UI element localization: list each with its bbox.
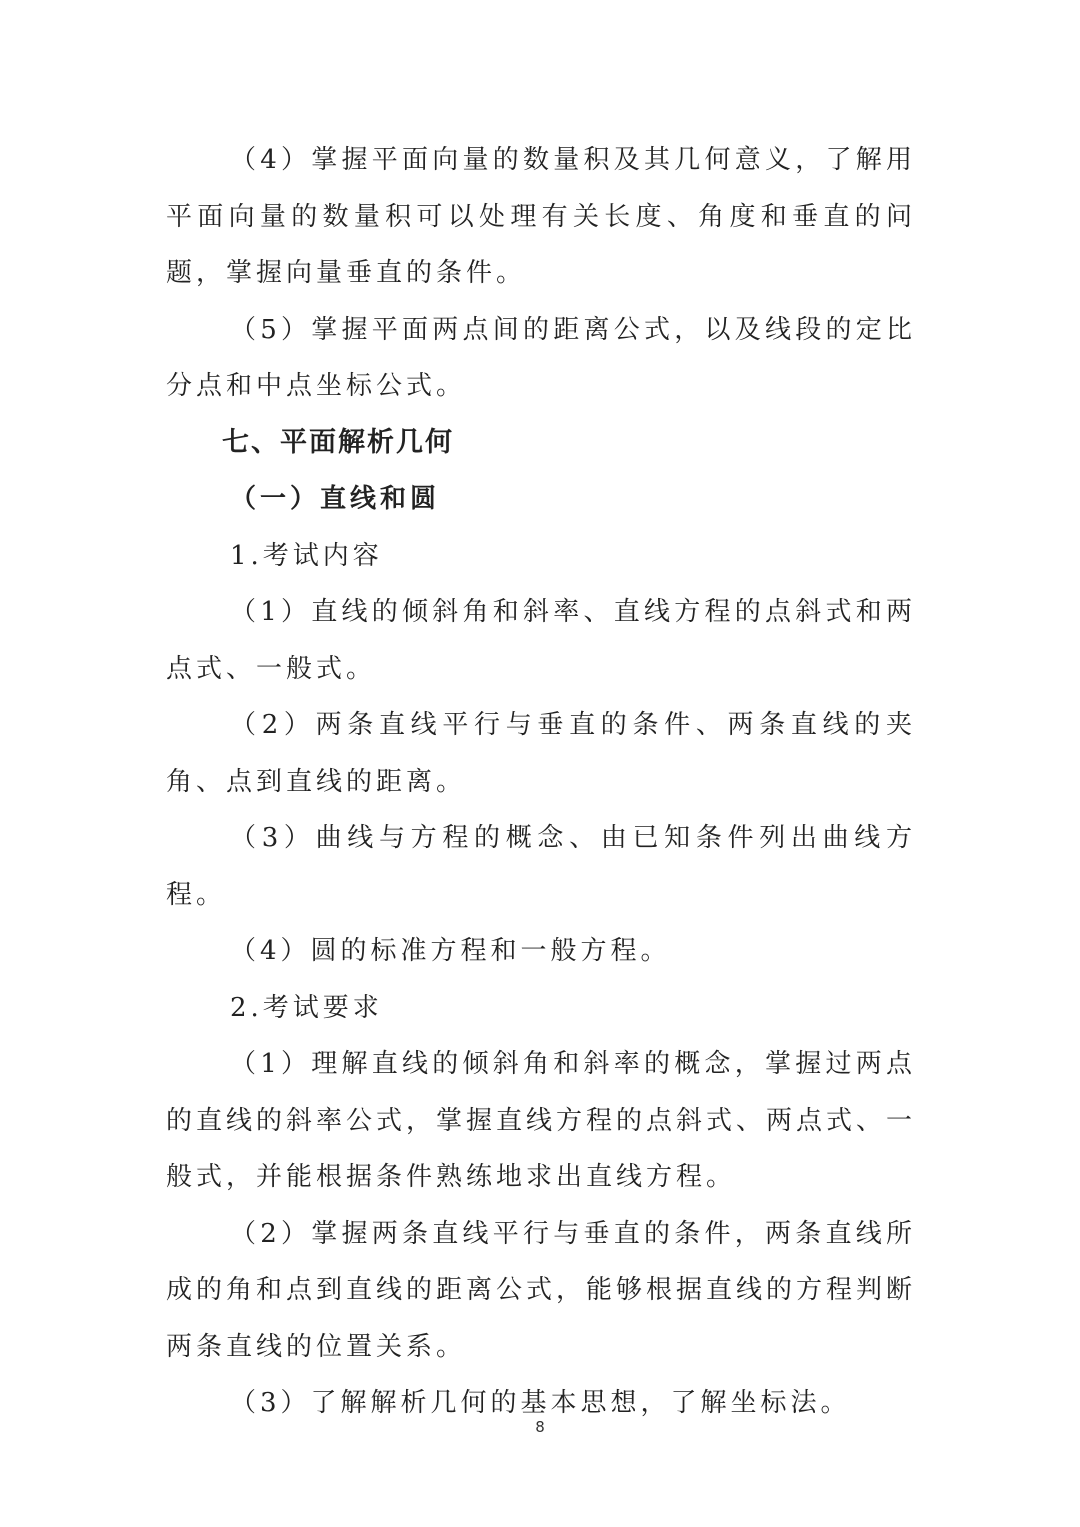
- requirement-item: （1）理解直线的倾斜角和斜率的概念，掌握过两点的直线的斜率公式，掌握直线方程的点斜式、两点式、一般式，并能根据条件熟练地求出直线方程。: [166, 1049, 917, 1192]
- subsection-title: （一）直线和圆: [230, 484, 441, 514]
- content-item: （2）两条直线平行与垂直的条件、两条直线的夹角、点到直线的距离。: [166, 710, 916, 797]
- page-number: 8: [535, 1418, 545, 1436]
- content-item: （1）直线的倾斜角和斜率、直线方程的点斜式和两点式、一般式。: [166, 597, 916, 684]
- content-item: （3）曲线与方程的概念、由已知条件列出曲线方程。: [166, 823, 916, 910]
- requirement-item: （2）掌握两条直线平行与垂直的条件，两条直线所成的角和点到直线的距离公式，能够根据直线的方程判断两条直线的位置关系。: [166, 1218, 917, 1362]
- paragraph-distance-formula: （5）掌握平面两点间的距离公式，以及线段的定比分点和中点坐标公式。: [166, 314, 916, 401]
- content-heading: 1.考试内容: [230, 540, 383, 571]
- requirement-item: （3）了解解析几何的基本思想，了解坐标法。: [230, 1388, 851, 1418]
- section-title: 七、平面解析几何: [222, 426, 454, 458]
- requirements-heading: 2.考试要求: [230, 992, 383, 1023]
- content-item: （4）圆的标准方程和一般方程。: [230, 936, 671, 966]
- paragraph-vector-dot-product: （4）掌握平面向量的数量积及其几何意义，了解用平面向量的数量积可以处理有关长度、角度和垂直的问题，掌握向量垂直的条件。: [166, 145, 916, 288]
- document-body: [166, 132, 916, 1432]
